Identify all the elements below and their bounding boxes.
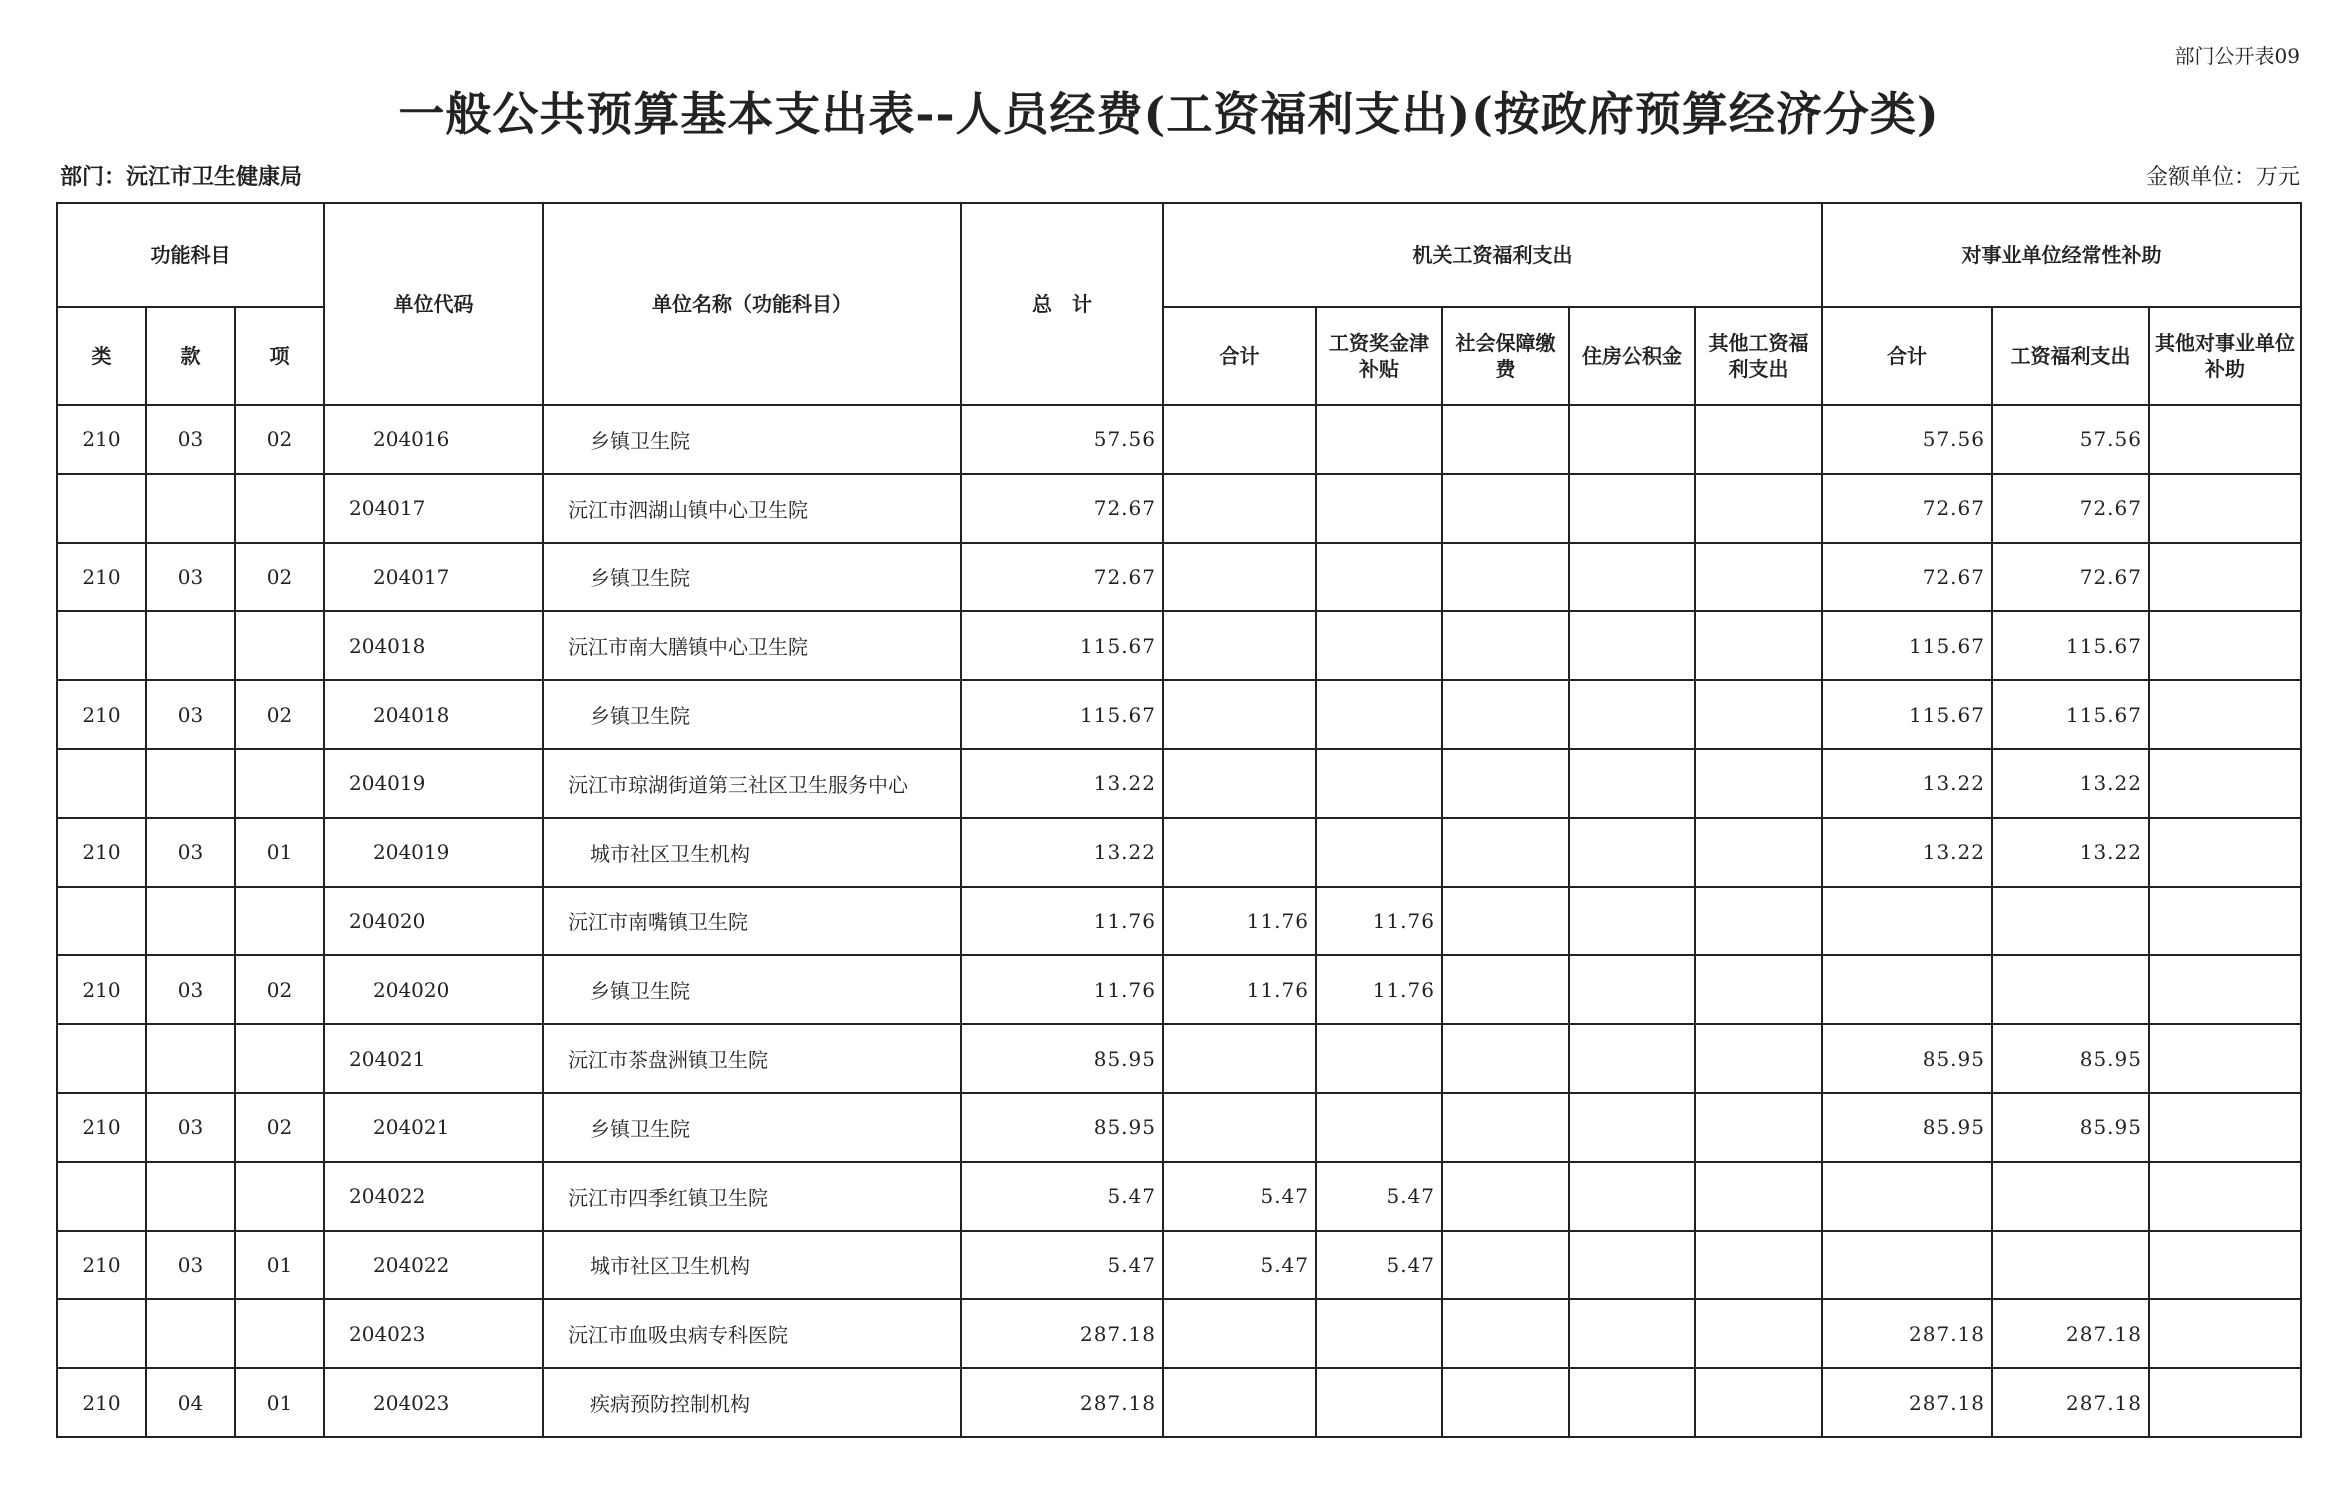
cell-section: [146, 1299, 235, 1368]
cell-subsidy-sum: 287.18: [1822, 1368, 1992, 1437]
cell-section: [146, 1024, 235, 1093]
cell-agency-sum: [1163, 405, 1316, 474]
cell-unit-code: 204021: [324, 1024, 543, 1093]
cell-item: 01: [235, 1368, 324, 1437]
cell-item: [235, 474, 324, 543]
cell-total: 57.56: [961, 405, 1163, 474]
cell-agency-sum: [1163, 680, 1316, 749]
table-row: [57, 1299, 2301, 1368]
cell-item: [235, 887, 324, 956]
cell-agency-salary: [1316, 474, 1442, 543]
cell-agency-other: [1695, 1093, 1822, 1162]
cell-agency-sum: 5.47: [1163, 1231, 1316, 1300]
cell-subsidy-other: [2149, 543, 2301, 612]
cell-item: 02: [235, 955, 324, 1024]
cell-subsidy-sum: 72.67: [1822, 474, 1992, 543]
cell-unit-name: 乡镇卫生院: [543, 955, 961, 1024]
cell-unit-name: 城市社区卫生机构: [543, 818, 961, 887]
cell-category: 210: [57, 1231, 146, 1300]
cell-item: [235, 1162, 324, 1231]
cell-category: [57, 1024, 146, 1093]
cell-agency-housing: [1569, 818, 1695, 887]
table-row: [57, 405, 2301, 474]
cell-agency-other: [1695, 543, 1822, 612]
cell-unit-name: 乡镇卫生院: [543, 680, 961, 749]
header-category: 类: [57, 307, 146, 405]
cell-subsidy-sum: 57.56: [1822, 405, 1992, 474]
cell-section: [146, 611, 235, 680]
cell-section: 03: [146, 405, 235, 474]
cell-agency-sum: [1163, 1368, 1316, 1437]
cell-total: 85.95: [961, 1093, 1163, 1162]
cell-subsidy-sum: 13.22: [1822, 749, 1992, 818]
cell-agency-other: [1695, 955, 1822, 1024]
cell-agency-social: [1442, 1093, 1569, 1162]
cell-agency-social: [1442, 1299, 1569, 1368]
cell-section: 03: [146, 543, 235, 612]
cell-item: 02: [235, 543, 324, 612]
cell-unit-code: 204023: [324, 1368, 543, 1437]
cell-subsidy-other: [2149, 1093, 2301, 1162]
cell-unit-name: 沅江市琼湖街道第三社区卫生服务中心: [543, 749, 961, 818]
cell-agency-sum: [1163, 1024, 1316, 1093]
table-row: [57, 474, 2301, 543]
cell-agency-social: [1442, 474, 1569, 543]
header-item: 项: [235, 307, 324, 405]
cell-agency-sum: 5.47: [1163, 1162, 1316, 1231]
cell-subsidy-salary: [1992, 955, 2149, 1024]
cell-category: 210: [57, 818, 146, 887]
cell-agency-sum: [1163, 611, 1316, 680]
table-row: [57, 1368, 2301, 1437]
cell-agency-salary: [1316, 1368, 1442, 1437]
cell-agency-social: [1442, 887, 1569, 956]
cell-agency-sum: [1163, 474, 1316, 543]
table-row: [57, 1231, 2301, 1300]
cell-subsidy-salary: 287.18: [1992, 1368, 2149, 1437]
cell-total: 11.76: [961, 887, 1163, 956]
cell-subsidy-salary: 72.67: [1992, 474, 2149, 543]
table-row: [57, 749, 2301, 818]
cell-section: 03: [146, 818, 235, 887]
cell-total: 85.95: [961, 1024, 1163, 1093]
cell-subsidy-sum: 115.67: [1822, 680, 1992, 749]
cell-section: 03: [146, 955, 235, 1024]
cell-agency-housing: [1569, 611, 1695, 680]
cell-subsidy-salary: 13.22: [1992, 818, 2149, 887]
cell-subsidy-salary: 85.95: [1992, 1024, 2149, 1093]
cell-section: 03: [146, 680, 235, 749]
cell-unit-name: 疾病预防控制机构: [543, 1368, 961, 1437]
form-id: 部门公开表09: [2174, 44, 2300, 68]
cell-total: 13.22: [961, 818, 1163, 887]
cell-unit-name: 乡镇卫生院: [543, 543, 961, 612]
cell-subsidy-other: [2149, 818, 2301, 887]
cell-subsidy-other: [2149, 474, 2301, 543]
cell-total: 5.47: [961, 1231, 1163, 1300]
cell-subsidy-sum: [1822, 1231, 1992, 1300]
cell-unit-code: 204022: [324, 1231, 543, 1300]
cell-agency-housing: [1569, 1024, 1695, 1093]
cell-agency-housing: [1569, 749, 1695, 818]
cell-agency-salary: [1316, 680, 1442, 749]
cell-subsidy-other: [2149, 611, 2301, 680]
cell-subsidy-sum: 115.67: [1822, 611, 1992, 680]
header-unit-name: 单位名称（功能科目）: [543, 203, 961, 405]
cell-unit-code: 204021: [324, 1093, 543, 1162]
cell-subsidy-other: [2149, 955, 2301, 1024]
cell-agency-sum: [1163, 543, 1316, 612]
cell-total: 72.67: [961, 474, 1163, 543]
cell-subsidy-sum: 85.95: [1822, 1093, 1992, 1162]
cell-section: [146, 887, 235, 956]
cell-agency-social: [1442, 680, 1569, 749]
cell-agency-salary: [1316, 749, 1442, 818]
cell-total: 115.67: [961, 680, 1163, 749]
cell-item: 02: [235, 405, 324, 474]
cell-agency-sum: [1163, 1299, 1316, 1368]
cell-subsidy-other: [2149, 1368, 2301, 1437]
page-title: 一般公共预算基本支出表--人员经费(工资福利支出)(按政府预算经济分类): [398, 87, 1940, 141]
cell-agency-housing: [1569, 405, 1695, 474]
cell-unit-code: 204018: [324, 611, 543, 680]
cell-agency-social: [1442, 1162, 1569, 1231]
cell-agency-salary: [1316, 1024, 1442, 1093]
cell-unit-name: 乡镇卫生院: [543, 1093, 961, 1162]
header-subsidy-other: 其他对事业单位补助: [2149, 307, 2301, 405]
header-agency-social: 社会保障缴费: [1442, 307, 1569, 405]
cell-agency-housing: [1569, 1162, 1695, 1231]
cell-unit-code: 204020: [324, 955, 543, 1024]
header-agency-other: 其他工资福利支出: [1695, 307, 1822, 405]
cell-agency-salary: 5.47: [1316, 1231, 1442, 1300]
cell-agency-other: [1695, 1299, 1822, 1368]
cell-agency-sum: 11.76: [1163, 955, 1316, 1024]
cell-agency-housing: [1569, 680, 1695, 749]
table-row: [57, 955, 2301, 1024]
cell-agency-social: [1442, 1368, 1569, 1437]
cell-agency-other: [1695, 1231, 1822, 1300]
cell-category: 210: [57, 543, 146, 612]
department-label: 部门：沅江市卫生健康局: [60, 164, 303, 190]
cell-agency-housing: [1569, 1299, 1695, 1368]
cell-agency-other: [1695, 680, 1822, 749]
cell-agency-social: [1442, 1024, 1569, 1093]
table-row: [57, 887, 2301, 956]
cell-agency-housing: [1569, 543, 1695, 612]
cell-item: 01: [235, 818, 324, 887]
cell-agency-housing: [1569, 955, 1695, 1024]
cell-unit-code: 204016: [324, 405, 543, 474]
header-agency-housing: 住房公积金: [1569, 307, 1695, 405]
cell-total: 287.18: [961, 1299, 1163, 1368]
cell-subsidy-salary: 115.67: [1992, 680, 2149, 749]
cell-section: 03: [146, 1093, 235, 1162]
cell-unit-code: 204022: [324, 1162, 543, 1231]
cell-agency-social: [1442, 1231, 1569, 1300]
cell-agency-other: [1695, 611, 1822, 680]
cell-agency-salary: [1316, 818, 1442, 887]
table-row: [57, 611, 2301, 680]
cell-unit-code: 204017: [324, 543, 543, 612]
cell-agency-salary: [1316, 543, 1442, 612]
table-row: [57, 543, 2301, 612]
cell-category: 210: [57, 1093, 146, 1162]
header-total: 总 计: [961, 203, 1163, 405]
cell-subsidy-sum: [1822, 887, 1992, 956]
cell-agency-sum: [1163, 749, 1316, 818]
cell-agency-housing: [1569, 1093, 1695, 1162]
header-subsidy-sum: 合计: [1822, 307, 1992, 405]
cell-agency-sum: [1163, 1093, 1316, 1162]
header-subsidy-salary: 工资福利支出: [1992, 307, 2149, 405]
cell-agency-housing: [1569, 887, 1695, 956]
cell-total: 11.76: [961, 955, 1163, 1024]
cell-subsidy-other: [2149, 749, 2301, 818]
cell-unit-name: 沅江市南大膳镇中心卫生院: [543, 611, 961, 680]
cell-total: 72.67: [961, 543, 1163, 612]
cell-total: 115.67: [961, 611, 1163, 680]
cell-agency-other: [1695, 405, 1822, 474]
table-row: [57, 1024, 2301, 1093]
cell-category: [57, 474, 146, 543]
cell-total: 13.22: [961, 749, 1163, 818]
table-row: [57, 818, 2301, 887]
cell-unit-name: 乡镇卫生院: [543, 405, 961, 474]
cell-category: [57, 887, 146, 956]
cell-subsidy-salary: 115.67: [1992, 611, 2149, 680]
cell-unit-code: 204023: [324, 1299, 543, 1368]
cell-agency-salary: [1316, 1299, 1442, 1368]
cell-subsidy-other: [2149, 1231, 2301, 1300]
cell-agency-housing: [1569, 1368, 1695, 1437]
header-section: 款: [146, 307, 235, 405]
cell-subsidy-sum: 85.95: [1822, 1024, 1992, 1093]
cell-unit-name: 沅江市泗湖山镇中心卫生院: [543, 474, 961, 543]
cell-agency-salary: 5.47: [1316, 1162, 1442, 1231]
cell-subsidy-sum: [1822, 1162, 1992, 1231]
cell-subsidy-other: [2149, 1299, 2301, 1368]
cell-total: 287.18: [961, 1368, 1163, 1437]
table-row: [57, 1162, 2301, 1231]
cell-unit-code: 204020: [324, 887, 543, 956]
table-body: [57, 405, 2301, 1437]
cell-unit-code: 204018: [324, 680, 543, 749]
cell-subsidy-sum: 287.18: [1822, 1299, 1992, 1368]
cell-category: 210: [57, 955, 146, 1024]
cell-agency-social: [1442, 611, 1569, 680]
cell-subsidy-sum: 13.22: [1822, 818, 1992, 887]
cell-item: 01: [235, 1231, 324, 1300]
cell-agency-sum: 11.76: [1163, 887, 1316, 956]
cell-section: [146, 1162, 235, 1231]
table-row: [57, 680, 2301, 749]
cell-unit-name: 沅江市四季红镇卫生院: [543, 1162, 961, 1231]
cell-item: 02: [235, 680, 324, 749]
cell-category: [57, 749, 146, 818]
cell-agency-other: [1695, 474, 1822, 543]
cell-subsidy-other: [2149, 405, 2301, 474]
header-unit-code: 单位代码: [324, 203, 543, 405]
cell-section: [146, 474, 235, 543]
cell-total: 5.47: [961, 1162, 1163, 1231]
cell-unit-code: 204019: [324, 818, 543, 887]
cell-agency-salary: 11.76: [1316, 887, 1442, 956]
cell-category: 210: [57, 405, 146, 474]
cell-category: [57, 1299, 146, 1368]
header-agency-salary: 工资奖金津补贴: [1316, 307, 1442, 405]
cell-unit-name: 沅江市血吸虫病专科医院: [543, 1299, 961, 1368]
cell-section: 04: [146, 1368, 235, 1437]
cell-subsidy-sum: 72.67: [1822, 543, 1992, 612]
cell-agency-other: [1695, 1368, 1822, 1437]
cell-subsidy-salary: 57.56: [1992, 405, 2149, 474]
cell-agency-other: [1695, 1024, 1822, 1093]
cell-subsidy-salary: 13.22: [1992, 749, 2149, 818]
cell-subsidy-other: [2149, 1162, 2301, 1231]
cell-category: [57, 611, 146, 680]
header-subsidy-group: 对事业单位经常性补助: [1822, 203, 2301, 307]
cell-agency-social: [1442, 955, 1569, 1024]
cell-agency-other: [1695, 749, 1822, 818]
cell-subsidy-salary: [1992, 1162, 2149, 1231]
cell-agency-housing: [1569, 1231, 1695, 1300]
cell-agency-salary: [1316, 1093, 1442, 1162]
cell-agency-salary: 11.76: [1316, 955, 1442, 1024]
cell-subsidy-salary: 72.67: [1992, 543, 2149, 612]
cell-item: [235, 1299, 324, 1368]
header-agency-group: 机关工资福利支出: [1163, 203, 1822, 307]
cell-subsidy-salary: 85.95: [1992, 1093, 2149, 1162]
cell-subsidy-salary: [1992, 1231, 2149, 1300]
budget-table: [56, 202, 2302, 1438]
cell-item: 02: [235, 1093, 324, 1162]
cell-unit-name: 沅江市南嘴镇卫生院: [543, 887, 961, 956]
cell-category: 210: [57, 1368, 146, 1437]
cell-subsidy-other: [2149, 1024, 2301, 1093]
cell-agency-sum: [1163, 818, 1316, 887]
cell-subsidy-sum: [1822, 955, 1992, 1024]
cell-subsidy-salary: [1992, 887, 2149, 956]
cell-subsidy-other: [2149, 680, 2301, 749]
cell-unit-code: 204019: [324, 749, 543, 818]
amount-unit-label: 金额单位：万元: [2145, 165, 2300, 190]
cell-agency-social: [1442, 405, 1569, 474]
cell-agency-social: [1442, 543, 1569, 612]
cell-agency-other: [1695, 1162, 1822, 1231]
cell-item: [235, 749, 324, 818]
cell-unit-code: 204017: [324, 474, 543, 543]
cell-agency-salary: [1316, 405, 1442, 474]
cell-subsidy-salary: 287.18: [1992, 1299, 2149, 1368]
cell-unit-name: 沅江市茶盘洲镇卫生院: [543, 1024, 961, 1093]
cell-section: [146, 749, 235, 818]
cell-agency-other: [1695, 887, 1822, 956]
cell-agency-housing: [1569, 474, 1695, 543]
table-row: [57, 1093, 2301, 1162]
cell-unit-name: 城市社区卫生机构: [543, 1231, 961, 1300]
cell-agency-other: [1695, 818, 1822, 887]
cell-agency-social: [1442, 818, 1569, 887]
header-agency-sum: 合计: [1163, 307, 1316, 405]
cell-section: 03: [146, 1231, 235, 1300]
cell-agency-salary: [1316, 611, 1442, 680]
cell-item: [235, 611, 324, 680]
cell-category: [57, 1162, 146, 1231]
cell-category: 210: [57, 680, 146, 749]
cell-subsidy-other: [2149, 887, 2301, 956]
cell-agency-social: [1442, 749, 1569, 818]
cell-item: [235, 1024, 324, 1093]
header-functional-subject: 功能科目: [57, 203, 324, 307]
